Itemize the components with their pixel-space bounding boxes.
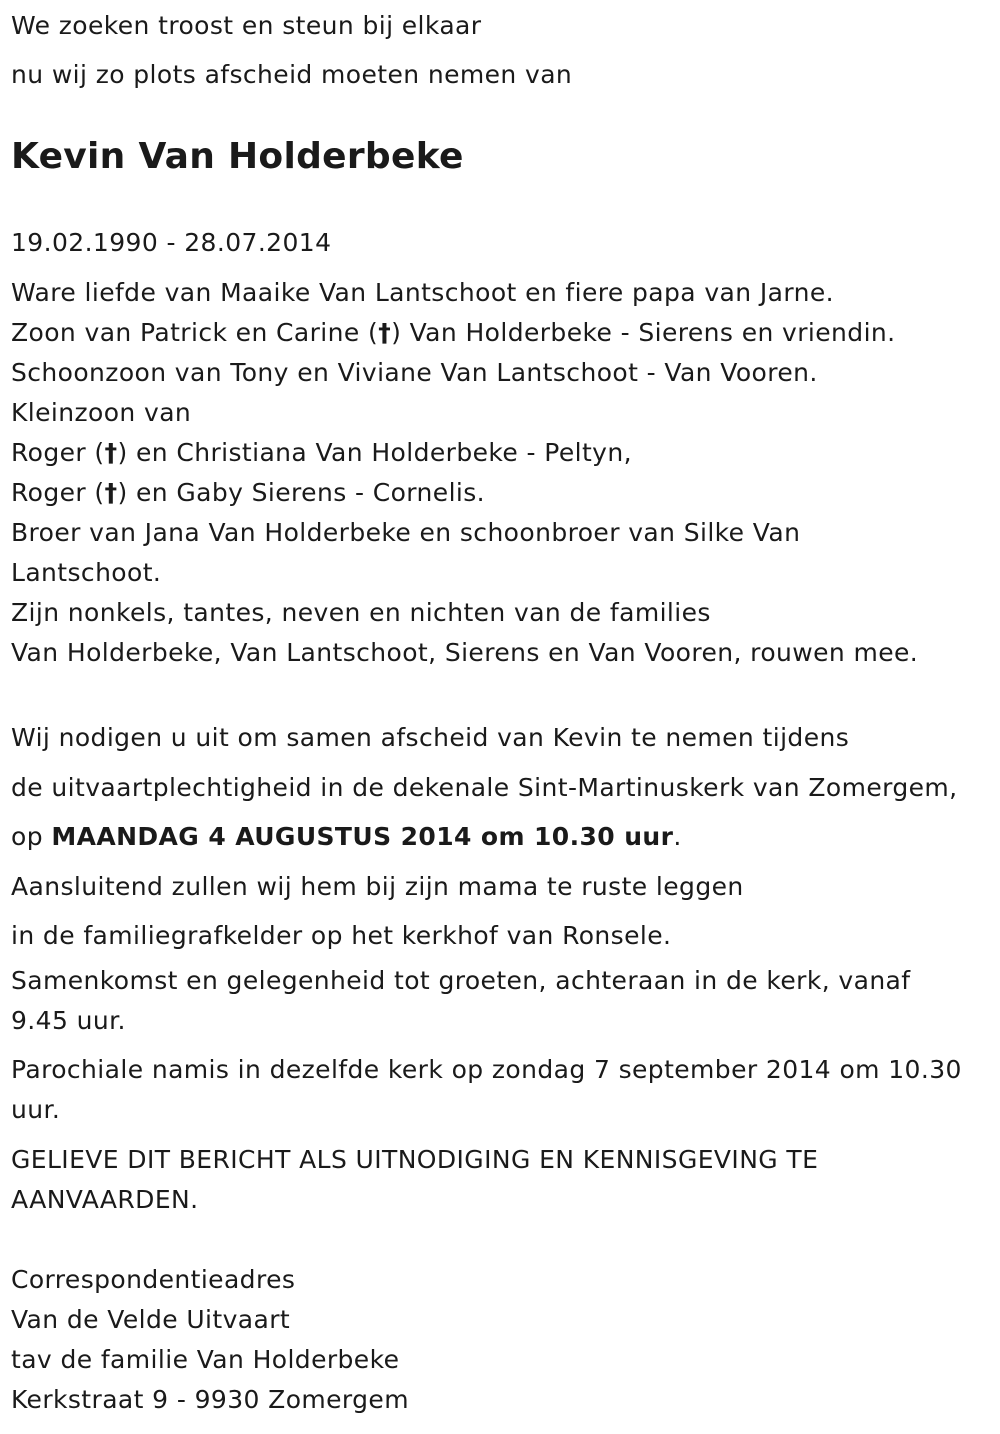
relation-line: Zijn nonkels, tantes, neven en nichten van de families: [11, 598, 711, 627]
intro-line-2: nu wij zo plots afscheid moeten nemen van: [11, 60, 573, 89]
relation-line: Zoon van Patrick en Carine (†) Van Holderbeke - Sierens en vriendin.: [11, 318, 896, 347]
notice-paragraph: GELIEVE DIT BERICHT ALS UITNODIGING EN KENNISGEVING TE AANVAARDEN.: [11, 1144, 819, 1214]
invitation-line: Aansluitend zullen wij hem bij zijn mama te ruste leggen: [11, 871, 744, 901]
mass-paragraph: Parochiale namis in dezelfde kerk op zondag 7 september 2014 om 10.30 uur.: [11, 1055, 962, 1124]
cross-icon: †: [378, 318, 392, 347]
relation-line: Van Holderbeke, Van Lantschoot, Sierens en Van Vooren, rouwen mee.: [11, 638, 919, 667]
invitation-block: [11, 713, 962, 1220]
correspondence-company: Van de Velde Uitvaart: [11, 1305, 291, 1334]
invitation-date-line: op MAANDAG 4 AUGUSTUS 2014 om 10.30 uur.: [11, 822, 682, 851]
correspondence-address: Kerkstraat 9 - 9930 Zomergem: [11, 1385, 409, 1414]
correspondence-attention: tav de familie Van Holderbeke: [11, 1345, 400, 1374]
relation-line: Broer van Jana Van Holderbeke en schoonbroer van Silke Van: [11, 518, 801, 547]
relation-line: Roger (†) en Gaby Sierens - Cornelis.: [11, 478, 486, 507]
relation-line: Lantschoot.: [11, 558, 162, 587]
gathering-paragraph: Samenkomst en gelegenheid tot groeten, achteraan in de kerk, vanaf 9.45 uur.: [11, 965, 911, 1035]
invitation-line: Wij nodigen u uit om samen afscheid van Kevin te nemen tijdens: [11, 723, 850, 752]
life-dates: 19.02.1990 - 28.07.2014: [11, 228, 332, 257]
relation-line: Ware liefde van Maaike Van Lantschoot en fiere papa van Jarne.: [11, 278, 834, 307]
relation-line: Roger (†) en Christiana Van Holderbeke - Peltyn,: [11, 438, 632, 467]
relation-line: Kleinzoon van: [11, 398, 192, 427]
deceased-name: Kevin Van Holderbeke: [11, 136, 464, 177]
cross-icon: †: [104, 478, 118, 507]
invitation-line: in de familiegrafkelder op het kerkhof van Ronsele.: [11, 921, 672, 950]
relation-line: Schoonzoon van Tony en Viviane Van Lantschoot - Van Vooren.: [11, 358, 818, 387]
cross-icon: †: [104, 438, 118, 467]
correspondence-heading: Correspondentieadres: [11, 1265, 296, 1294]
correspondence-block: [11, 1260, 409, 1420]
invitation-line: de uitvaartplechtigheid in de dekenale Sint-Martinuskerk van Zomergem,: [11, 772, 958, 802]
intro-line-1: We zoeken troost en steun bij elkaar: [11, 11, 482, 40]
funeral-date: MAANDAG 4 AUGUSTUS 2014 om 10.30 uur: [51, 822, 674, 851]
relations-block: [11, 273, 918, 673]
